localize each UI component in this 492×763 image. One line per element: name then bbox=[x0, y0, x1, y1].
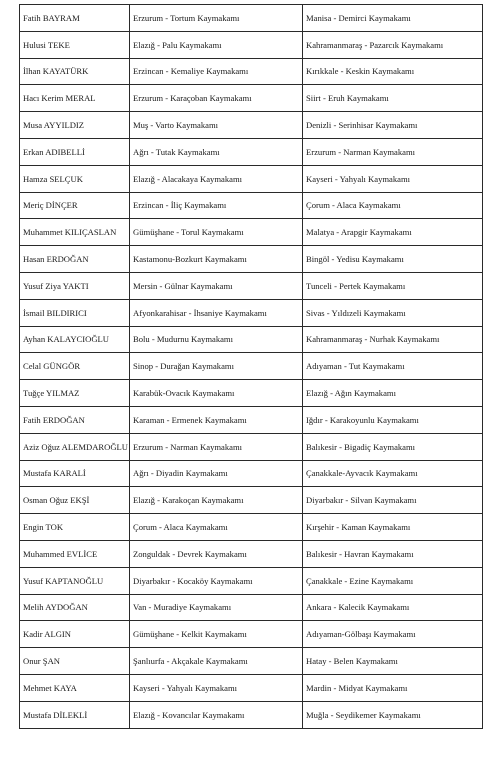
current-post-cell: Sinop - Durağan Kaymakamı bbox=[130, 353, 303, 380]
current-post-cell: Elazığ - Alacakaya Kaymakamı bbox=[130, 165, 303, 192]
table-row bbox=[20, 192, 483, 219]
new-post-cell: Adıyaman-Gölbaşı Kaymakamı bbox=[303, 621, 483, 648]
person-name-cell: Hacı Kerim MERAL bbox=[20, 85, 130, 112]
table-row bbox=[20, 701, 483, 728]
new-post-cell: Kayseri - Yahyalı Kaymakamı bbox=[303, 165, 483, 192]
person-name-cell: Melih AYDOĞAN bbox=[20, 594, 130, 621]
new-post-cell: Çanakkale - Ezine Kaymakamı bbox=[303, 567, 483, 594]
current-post-cell: Elazığ - Kovancılar Kaymakamı bbox=[130, 701, 303, 728]
current-post-cell: Ağrı - Tutak Kaymakamı bbox=[130, 138, 303, 165]
new-post-cell: Elazığ - Ağın Kaymakamı bbox=[303, 380, 483, 407]
new-post-cell: Kırşehir - Kaman Kaymakamı bbox=[303, 514, 483, 541]
table-row bbox=[20, 648, 483, 675]
current-post-cell: Muş - Varto Kaymakamı bbox=[130, 112, 303, 139]
new-post-cell: Tunceli - Pertek Kaymakamı bbox=[303, 272, 483, 299]
new-post-cell: Hatay - Belen Kaymakamı bbox=[303, 648, 483, 675]
new-post-cell: Sivas - Yıldızeli Kaymakamı bbox=[303, 299, 483, 326]
table-row bbox=[20, 326, 483, 353]
current-post-cell: Zonguldak - Devrek Kaymakamı bbox=[130, 540, 303, 567]
table-row bbox=[20, 487, 483, 514]
current-post-cell: Kastamonu-Bozkurt Kaymakamı bbox=[130, 246, 303, 273]
table-row bbox=[20, 621, 483, 648]
person-name-cell: Osman Oğuz EKŞİ bbox=[20, 487, 130, 514]
person-name-cell: Mustafa KARALİ bbox=[20, 460, 130, 487]
person-name-cell: Muhammet KILIÇASLAN bbox=[20, 219, 130, 246]
table-row bbox=[20, 406, 483, 433]
new-post-cell: Mardin - Midyat Kaymakamı bbox=[303, 674, 483, 701]
new-post-cell: Çorum - Alaca Kaymakamı bbox=[303, 192, 483, 219]
person-name-cell: Fatih BAYRAM bbox=[20, 5, 130, 32]
person-name-cell: Hasan ERDOĞAN bbox=[20, 246, 130, 273]
person-name-cell: Engin TOK bbox=[20, 514, 130, 541]
current-post-cell: Mersin - Gülnar Kaymakamı bbox=[130, 272, 303, 299]
person-name-cell: Aziz Oğuz ALEMDAROĞLU bbox=[20, 433, 130, 460]
table-row bbox=[20, 112, 483, 139]
new-post-cell: Iğdır - Karakoyunlu Kaymakamı bbox=[303, 406, 483, 433]
table-row bbox=[20, 272, 483, 299]
person-name-cell: Kadir ALGIN bbox=[20, 621, 130, 648]
new-post-cell: Balıkesir - Bigadiç Kaymakamı bbox=[303, 433, 483, 460]
table-row bbox=[20, 58, 483, 85]
current-post-cell: Erzurum - Karaçoban Kaymakamı bbox=[130, 85, 303, 112]
person-name-cell: Musa AYYILDIZ bbox=[20, 112, 130, 139]
new-post-cell: Kahramanmaraş - Nurhak Kaymakamı bbox=[303, 326, 483, 353]
current-post-cell: Karaman - Ermenek Kaymakamı bbox=[130, 406, 303, 433]
table-row bbox=[20, 165, 483, 192]
current-post-cell: Gümüşhane - Kelkit Kaymakamı bbox=[130, 621, 303, 648]
current-post-cell: Karabük-Ovacık Kaymakamı bbox=[130, 380, 303, 407]
table-row bbox=[20, 460, 483, 487]
new-post-cell: Siirt - Eruh Kaymakamı bbox=[303, 85, 483, 112]
new-post-cell: Malatya - Arapgir Kaymakamı bbox=[303, 219, 483, 246]
table-row bbox=[20, 567, 483, 594]
current-post-cell: Şanlıurfa - Akçakale Kaymakamı bbox=[130, 648, 303, 675]
current-post-cell: Erzurum - Narman Kaymakamı bbox=[130, 433, 303, 460]
person-name-cell: Mustafa DİLEKLİ bbox=[20, 701, 130, 728]
document-page bbox=[19, 4, 482, 729]
table-row bbox=[20, 85, 483, 112]
new-post-cell: Balıkesir - Havran Kaymakamı bbox=[303, 540, 483, 567]
current-post-cell: Gümüşhane - Torul Kaymakamı bbox=[130, 219, 303, 246]
new-post-cell: Erzurum - Narman Kaymakamı bbox=[303, 138, 483, 165]
table-row bbox=[20, 5, 483, 32]
person-name-cell: Celal GÜNGÖR bbox=[20, 353, 130, 380]
current-post-cell: Elazığ - Palu Kaymakamı bbox=[130, 31, 303, 58]
table-row bbox=[20, 594, 483, 621]
current-post-cell: Erzincan - İliç Kaymakamı bbox=[130, 192, 303, 219]
table-row bbox=[20, 540, 483, 567]
person-name-cell: Erkan ADIBELLİ bbox=[20, 138, 130, 165]
appointments-table-body bbox=[20, 5, 483, 729]
current-post-cell: Elazığ - Karakoçan Kaymakamı bbox=[130, 487, 303, 514]
person-name-cell: Yusuf KAPTANOĞLU bbox=[20, 567, 130, 594]
new-post-cell: Ankara - Kalecik Kaymakamı bbox=[303, 594, 483, 621]
table-row bbox=[20, 299, 483, 326]
current-post-cell: Kayseri - Yahyalı Kaymakamı bbox=[130, 674, 303, 701]
person-name-cell: Yusuf Ziya YAKTI bbox=[20, 272, 130, 299]
current-post-cell: Çorum - Alaca Kaymakamı bbox=[130, 514, 303, 541]
new-post-cell: Kırıkkale - Keskin Kaymakamı bbox=[303, 58, 483, 85]
current-post-cell: Ağrı - Diyadin Kaymakamı bbox=[130, 460, 303, 487]
new-post-cell: Diyarbakır - Silvan Kaymakamı bbox=[303, 487, 483, 514]
person-name-cell: Mehmet KAYA bbox=[20, 674, 130, 701]
current-post-cell: Erzurum - Tortum Kaymakamı bbox=[130, 5, 303, 32]
current-post-cell: Van - Muradiye Kaymakamı bbox=[130, 594, 303, 621]
table-row bbox=[20, 219, 483, 246]
new-post-cell: Kahramanmaraş - Pazarcık Kaymakamı bbox=[303, 31, 483, 58]
new-post-cell: Çanakkale-Ayvacık Kaymakamı bbox=[303, 460, 483, 487]
table-row bbox=[20, 380, 483, 407]
person-name-cell: Hulusi TEKE bbox=[20, 31, 130, 58]
current-post-cell: Erzincan - Kemaliye Kaymakamı bbox=[130, 58, 303, 85]
table-row bbox=[20, 514, 483, 541]
appointments-table bbox=[19, 4, 483, 729]
current-post-cell: Afyonkarahisar - İhsaniye Kaymakamı bbox=[130, 299, 303, 326]
new-post-cell: Manisa - Demirci Kaymakamı bbox=[303, 5, 483, 32]
table-row bbox=[20, 31, 483, 58]
table-row bbox=[20, 433, 483, 460]
new-post-cell: Muğla - Seydikemer Kaymakamı bbox=[303, 701, 483, 728]
person-name-cell: İlhan KAYATÜRK bbox=[20, 58, 130, 85]
new-post-cell: Adıyaman - Tut Kaymakamı bbox=[303, 353, 483, 380]
current-post-cell: Diyarbakır - Kocaköy Kaymakamı bbox=[130, 567, 303, 594]
table-row bbox=[20, 353, 483, 380]
person-name-cell: Muhammed EVLİCE bbox=[20, 540, 130, 567]
table-row bbox=[20, 246, 483, 273]
person-name-cell: Ayhan KALAYCIOĞLU bbox=[20, 326, 130, 353]
person-name-cell: İsmail BILDIRICI bbox=[20, 299, 130, 326]
person-name-cell: Meriç DİNÇER bbox=[20, 192, 130, 219]
person-name-cell: Onur ŞAN bbox=[20, 648, 130, 675]
table-row bbox=[20, 674, 483, 701]
new-post-cell: Denizli - Serinhisar Kaymakamı bbox=[303, 112, 483, 139]
person-name-cell: Hamza SELÇUK bbox=[20, 165, 130, 192]
current-post-cell: Bolu - Mudurnu Kaymakamı bbox=[130, 326, 303, 353]
new-post-cell: Bingöl - Yedisu Kaymakamı bbox=[303, 246, 483, 273]
table-row bbox=[20, 138, 483, 165]
person-name-cell: Tuğçe YILMAZ bbox=[20, 380, 130, 407]
person-name-cell: Fatih ERDOĞAN bbox=[20, 406, 130, 433]
